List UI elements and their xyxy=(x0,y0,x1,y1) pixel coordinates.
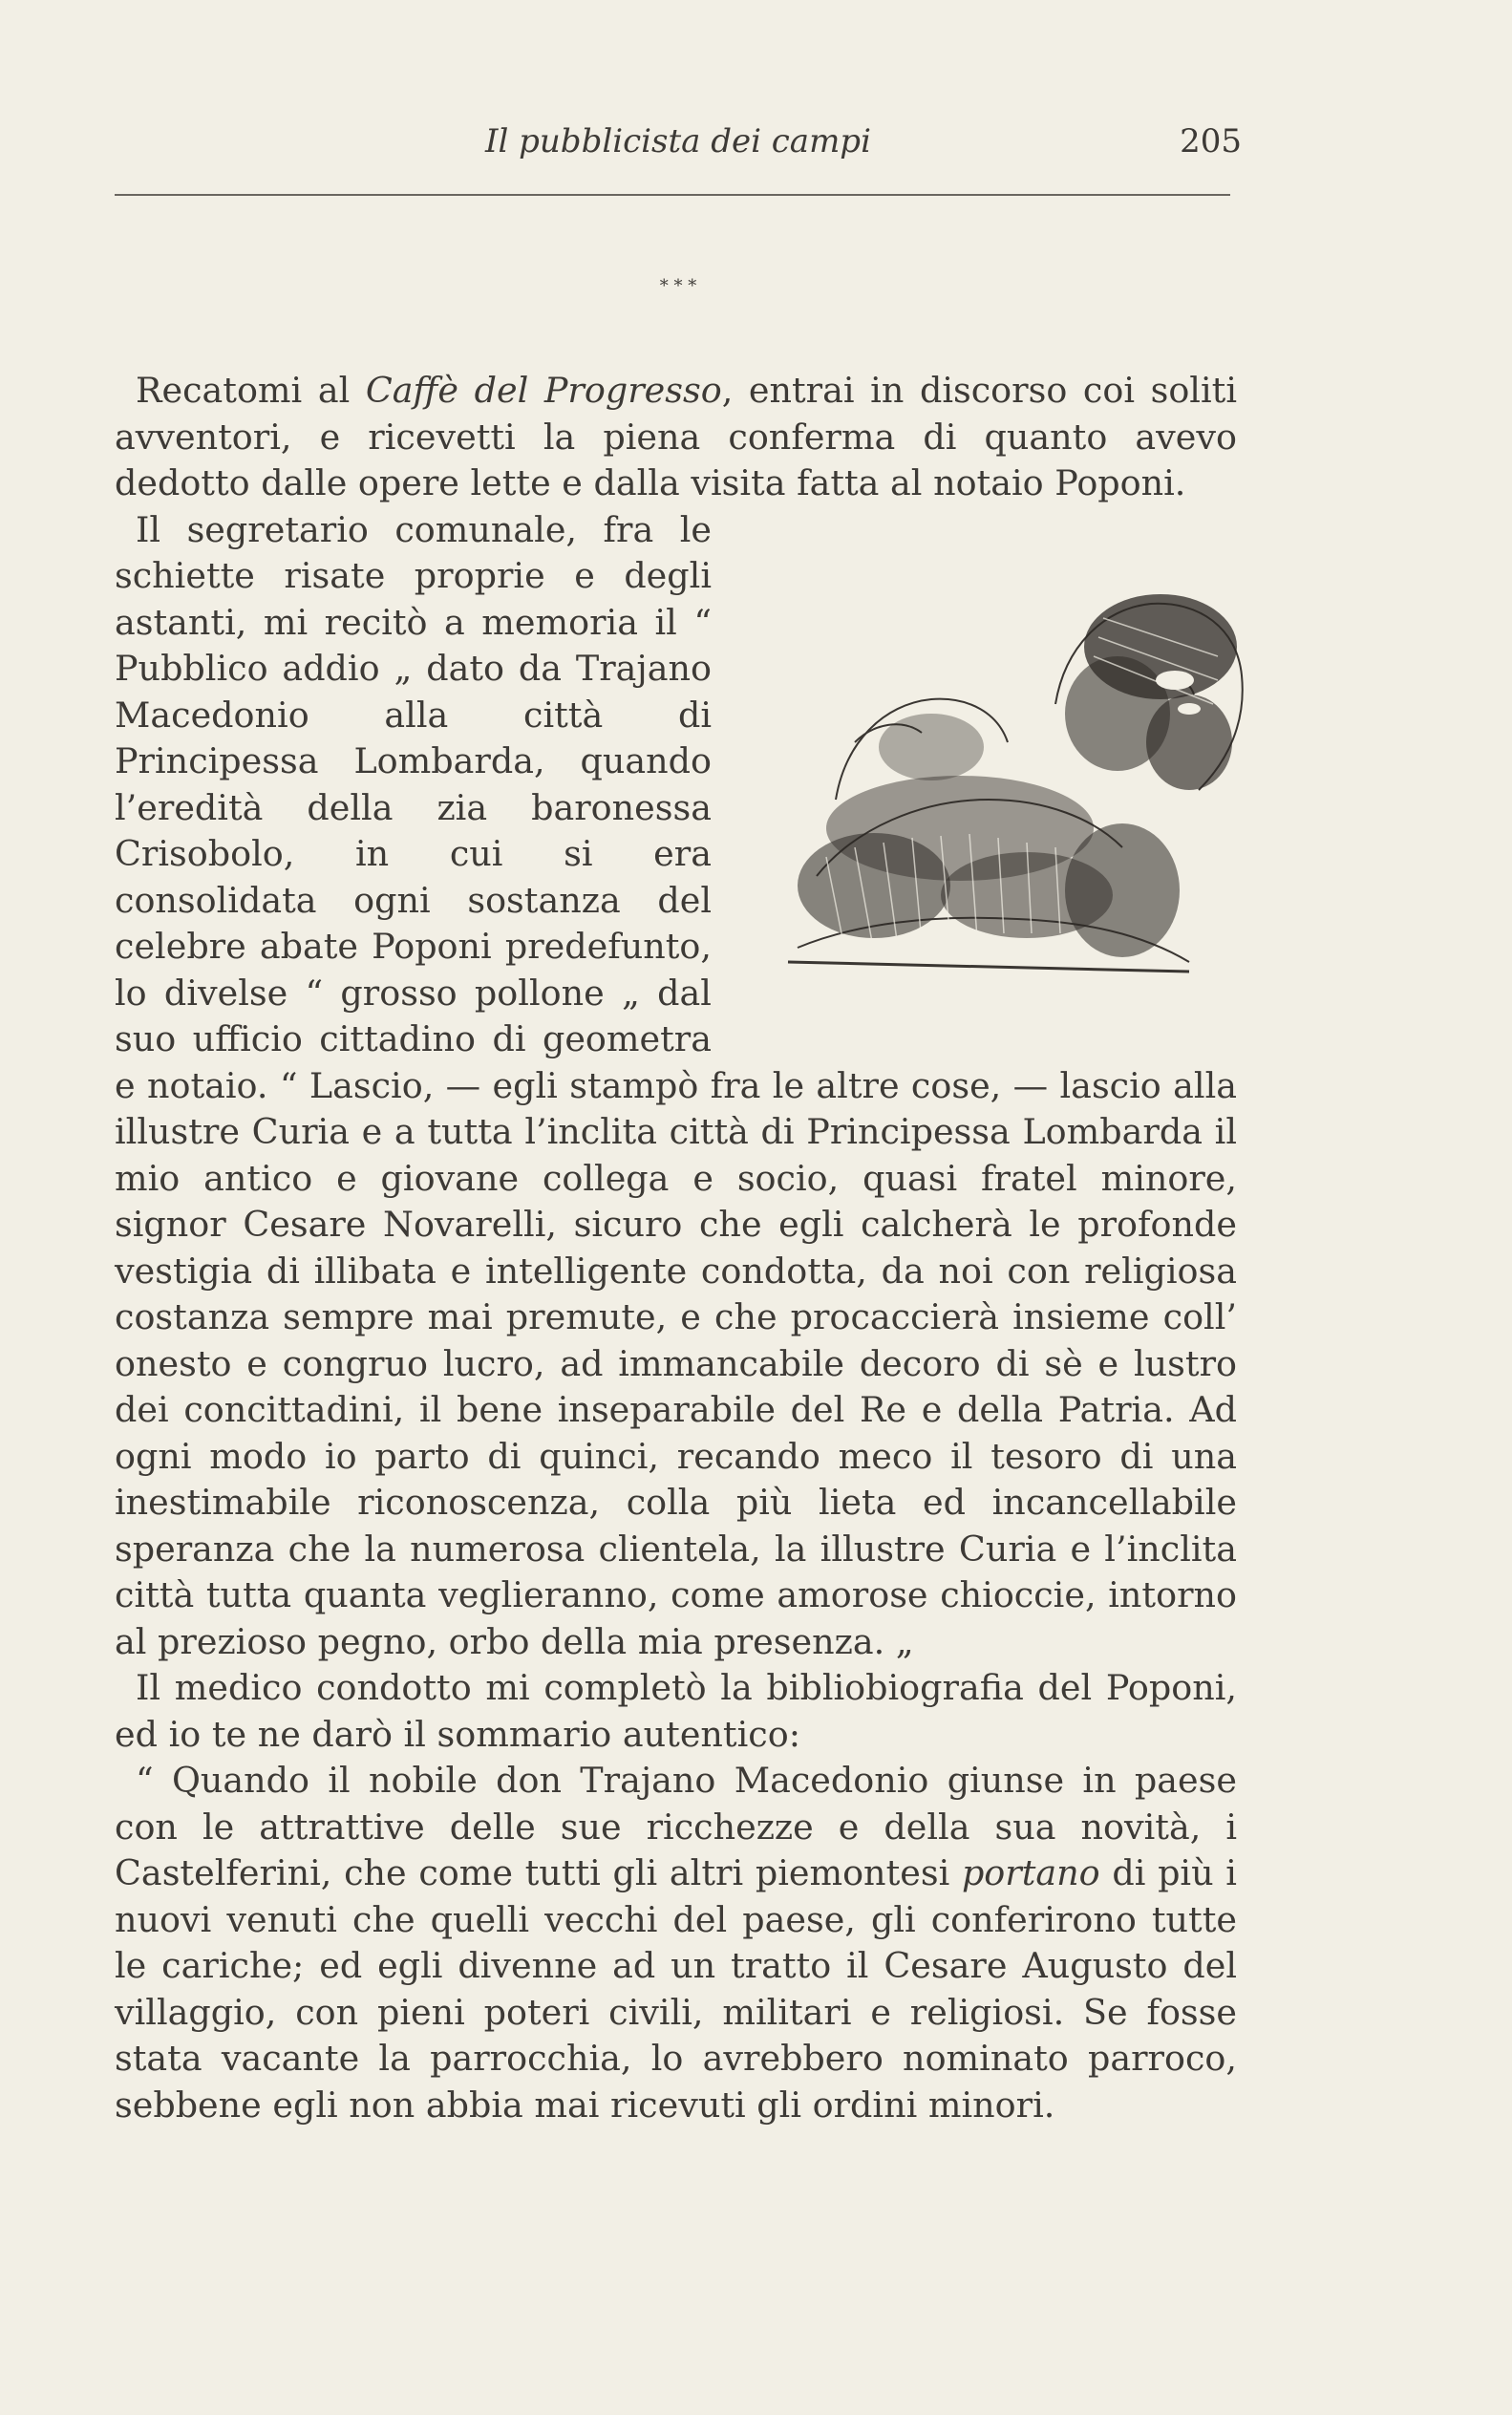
running-header xyxy=(115,122,1242,160)
p1-end: , entrai in discorso coi soliti avventori, e ricevetti la piena conferma di quanto avevo dedotto dalle opere lette e dalla visita fatta al notaio Poponi. xyxy=(115,370,1237,503)
body-text xyxy=(115,368,1237,2128)
paragraph-1 xyxy=(115,368,1237,507)
p1-start: Recatomi al xyxy=(136,370,366,411)
p4-italic-word: portano xyxy=(961,1852,1100,1893)
header-rule xyxy=(115,194,1230,196)
paragraph-3: Il medico condotto mi completò la bibliobiografia del Poponi, ed io te ne darò il sommario autentico: xyxy=(115,1667,1237,1755)
p4-start: “ Quando il nobile don Trajano Macedonio giunse in paese con le attrattive delle sue ricchezze e della sua novità, i Castelferini, che come tutti gli altri piemontesi xyxy=(115,1760,1237,1893)
ornament-text: * * * xyxy=(659,276,697,296)
caricature-drawing xyxy=(740,513,1256,1019)
running-title: Il pubblicista dei campi xyxy=(485,122,871,160)
paragraph-4 xyxy=(115,1758,1237,2128)
p1-cafe-name: Caffè del Progresso xyxy=(365,370,722,411)
paragraph-2: Il segretario comunale, fra le schiette risate proprie e degli astanti, mi recitò a memoria il “ Pubblico addio „ dato da Trajano Macedonio alla città di Principessa Lombarda, quando l’eredità della zia baronessa Crisobolo, in cui si era consolidata ogni sostanza del celebre abate Poponi predefunto, lo divelse “ grosso pollone „ dal suo ufficio cittadino di geometra e notaio. “ Lascio, — egli stampò fra le altre cose, — lascio alla illustre Curia e a tutta l’inclita città di Principessa Lombarda il mio antico e giovane collega e socio, quasi fratel minore, signor Cesare Novarelli, sicuro che egli calcherà le profonde vestigia di illibata e intelligente condotta, da noi con religiosa costanza sempre mai premute, e che procaccierà insieme coll’ onesto e congruo lucro, ad immancabile decoro di sè e lustro dei concittadini, il bene inseparabile del Re e della Patria. Ad ogni modo io parto di quinci, recando meco il tesoro di una inestimabile riconoscenza, colla più lieta ed incancellabile speranza che la numerosa clientela, la illustre Curia e l’inclita città tutta quanta veglieranno, come amorose chioccie, intorno al prezioso pegno, orbo della mia presenza. „ xyxy=(115,508,1237,1662)
p4-end: di più i nuovi venuti che quelli vecchi del paese, gli conferirono tutte le cariche; ed egli divenne ad un tratto il Cesare Augusto del villaggio, con pieni poteri civili, militari e religiosi. Se fosse stata vacante la parrocchia, lo avrebbero nominato parroco, sebbene egli non abbia mai ricevuti gli ordini minori. xyxy=(115,1852,1237,2126)
page-number: 205 xyxy=(1180,122,1242,160)
caricature-illustration xyxy=(740,513,1256,1019)
section-ornament xyxy=(650,277,707,325)
